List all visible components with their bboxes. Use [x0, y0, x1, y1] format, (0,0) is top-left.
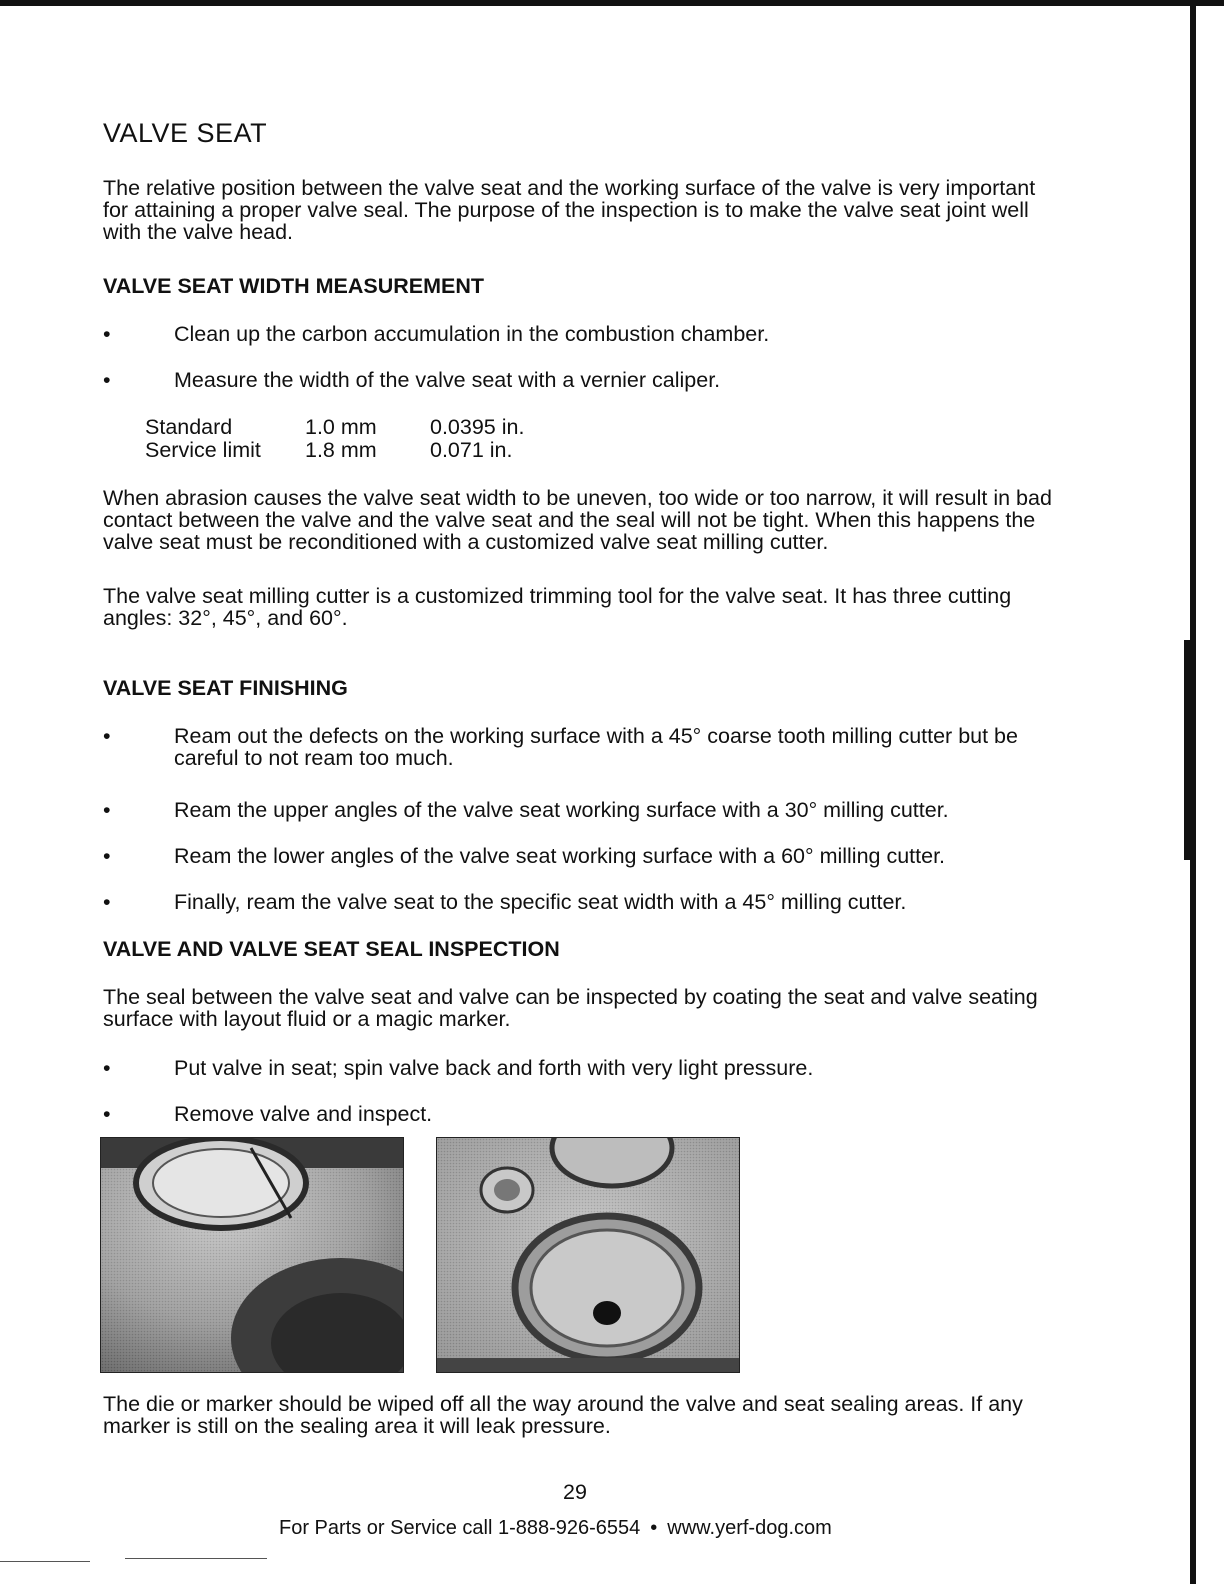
footer-website: www.yerf-dog.com — [667, 1517, 832, 1539]
spec-label: Service limit — [145, 438, 261, 462]
intro-paragraph: The relative position between the valve seat and the working surface of the valve is very important for attaining a proper valve seal. The purpose of the inspection is to make the valve seat joint well with the valve head. — [103, 176, 1036, 244]
bullet-icon: • — [103, 844, 111, 868]
valve-head-photo — [100, 1137, 404, 1373]
table-row — [145, 416, 524, 439]
spec-mm: 1.8 mm — [305, 438, 377, 462]
bullet-icon: • — [103, 724, 111, 748]
footer-contact: For Parts or Service call 1-888-926-6554 — [279, 1517, 641, 1539]
table-row — [145, 439, 524, 462]
bullet-icon: • — [103, 890, 111, 914]
valve-seat-photo — [436, 1137, 740, 1373]
footer — [279, 1517, 832, 1540]
bullet-icon: • — [103, 1102, 111, 1126]
bullet-icon: • — [103, 798, 111, 822]
bullet-icon: • — [103, 368, 111, 392]
spec-inch: 0.071 in. — [430, 438, 513, 462]
seal-inspection-paragraph: The seal between the valve seat and valve can be inspected by coating the seat and valve seating surface with layout fluid or a magic marker. — [103, 985, 1038, 1031]
page-title: VALVE SEAT — [103, 118, 268, 148]
abrasion-paragraph: When abrasion causes the valve seat width to be uneven, too wide or too narrow, it will result in bad contact between the valve and the valve seat and the seal will not be tight. When this happens the valve seat must be reconditioned with a customized valve seat milling cutter. — [103, 486, 1052, 554]
footer-separator: • — [650, 1517, 658, 1539]
spec-mm: 1.0 mm — [305, 415, 377, 439]
milling-cutter-paragraph: The valve seat milling cutter is a customized trimming tool for the valve seat. It has three cutting angles: 32°, 45°, and 60°. — [103, 584, 1012, 630]
scan-edge-right — [1190, 0, 1196, 1584]
bottom-rule — [125, 1558, 267, 1559]
width-measurement-heading: VALVE SEAT WIDTH MEASUREMENT — [103, 274, 485, 298]
scan-edge-right-shadow — [1184, 640, 1190, 860]
bullet-icon: • — [103, 322, 111, 346]
bottom-rule-left — [0, 1561, 90, 1562]
scan-edge-top — [0, 0, 1224, 6]
seal-inspection-heading: VALVE AND VALVE SEAT SEAL INSPECTION — [103, 937, 560, 961]
spec-label: Standard — [145, 415, 233, 439]
closing-paragraph: The die or marker should be wiped off all the way around the valve and seat sealing areas. If any marker is still on the sealing area it will leak pressure. — [103, 1392, 1023, 1438]
page-number: 29 — [563, 1480, 587, 1504]
valve-seat-width-spec-table — [145, 416, 524, 462]
spec-inch: 0.0395 in. — [430, 415, 525, 439]
bullet-icon: • — [103, 1056, 111, 1080]
finishing-heading: VALVE SEAT FINISHING — [103, 676, 348, 700]
